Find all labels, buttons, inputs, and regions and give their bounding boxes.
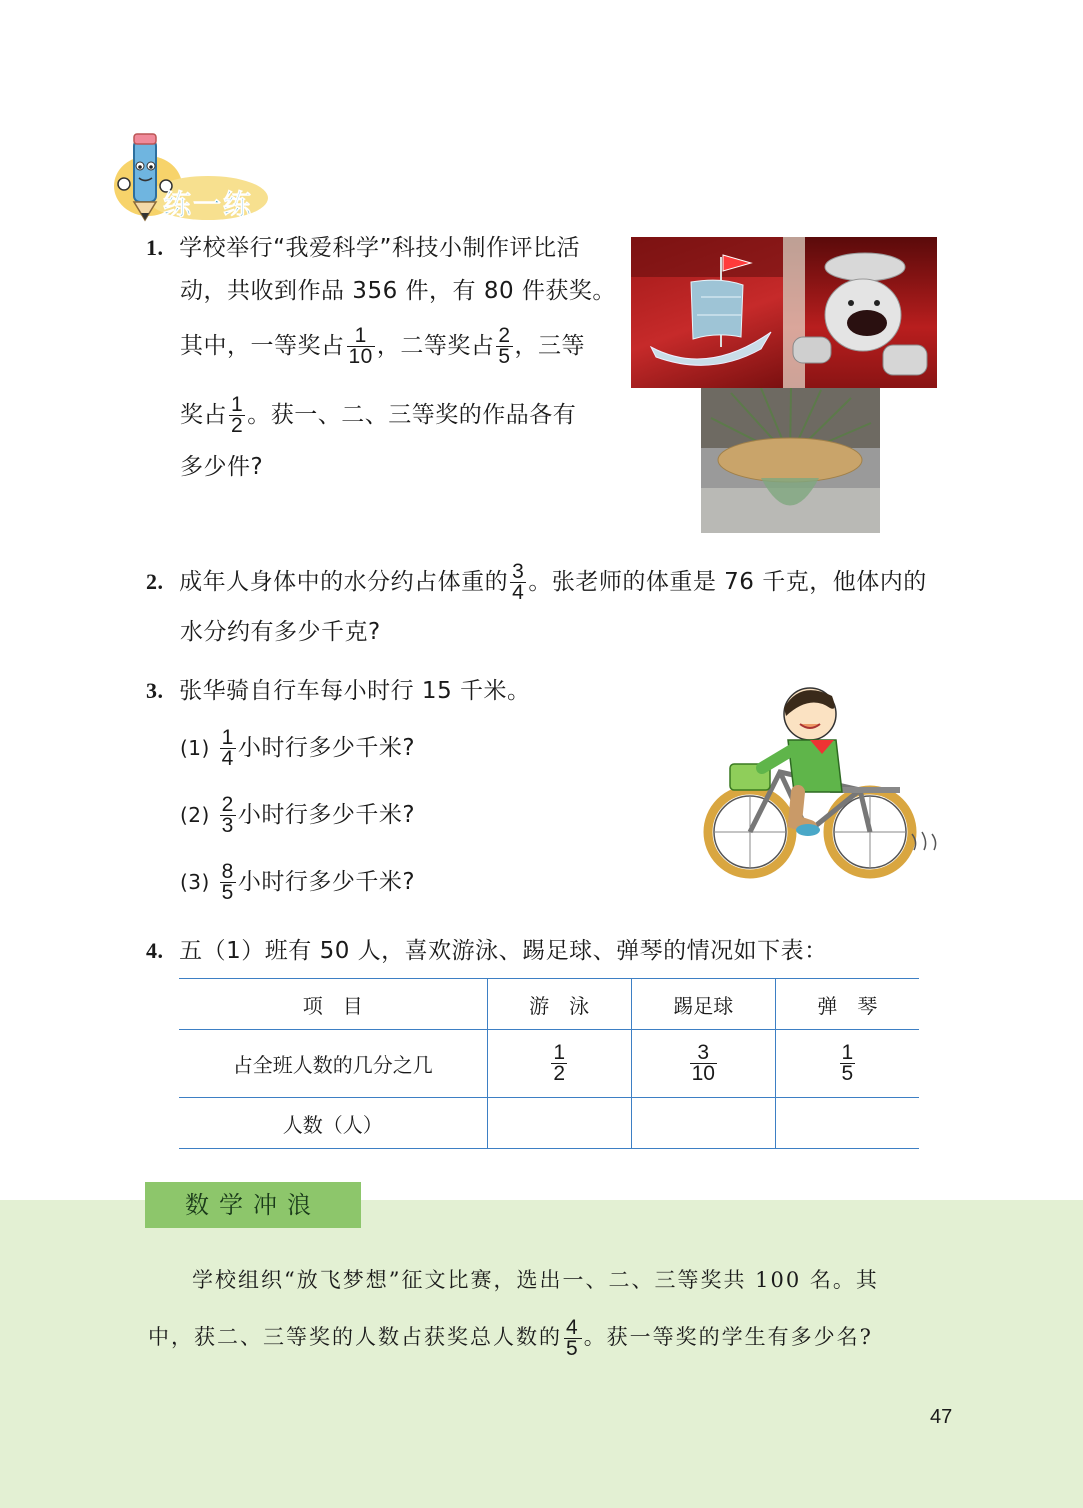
- q1-number: 1.: [146, 235, 164, 260]
- table-cell: [775, 1030, 919, 1098]
- table-cell-empty: [487, 1098, 631, 1149]
- table-row: [179, 1030, 919, 1098]
- ship-model-photo: [631, 237, 783, 388]
- hobby-table: [179, 978, 919, 1149]
- fraction: $\frac{2}{5}$: [498, 324, 511, 368]
- q3-item-1: (1) $\frac{1}{4}$ 小时行多少千米?: [180, 726, 416, 770]
- q1-line2: 动，共收到作品 356 件，有 80 件获奖。: [180, 278, 616, 304]
- fraction: $\frac{8}{5}$: [221, 860, 234, 904]
- table-header-row: [179, 979, 919, 1030]
- plant-model-photo: [701, 388, 880, 533]
- table-header-cell: 弹 琴: [775, 979, 919, 1030]
- math-surf-title: 数学冲浪: [185, 1191, 321, 1219]
- q1-line1: 1. 学校举行“我爱科学”科技小制作评比活: [146, 235, 580, 261]
- fraction: $\frac{1}{4}$: [221, 726, 234, 770]
- section-title: 练一练: [163, 188, 254, 221]
- table-cell-empty: [631, 1098, 775, 1149]
- table-cell-empty: [775, 1098, 919, 1149]
- q2-line2: 水分约有多少千克?: [180, 619, 381, 645]
- q3-item-3: (3) $\frac{8}{5}$ 小时行多少千米?: [180, 860, 416, 904]
- fraction: $\frac{1}{2}$: [553, 1041, 566, 1085]
- q2-line1: 2. 成年人身体中的水分约占体重的 $\frac{3}{4}$ 。张老师的体重是 76 千克，他体内的: [146, 560, 927, 604]
- fraction: $\frac{4}{5}$: [566, 1316, 580, 1360]
- q4-line1: 4. 五（1）班有 50 人，喜欢游泳、踢足球、弹琴的情况如下表：: [146, 938, 828, 964]
- table-row: [179, 1098, 919, 1149]
- table-cell: [631, 1030, 775, 1098]
- q3-line1: 3. 张华骑自行车每小时行 15 千米。: [146, 678, 531, 704]
- boy-on-bicycle-illustration: [700, 672, 945, 882]
- fraction: $\frac{1}{5}$: [841, 1041, 854, 1085]
- table-header-cell: 项 目: [179, 979, 487, 1030]
- fraction: $\frac{1}{10}$: [348, 324, 373, 368]
- fraction: $\frac{3}{4}$: [512, 560, 525, 604]
- q4-number: 4.: [146, 938, 164, 963]
- q2-number: 2.: [146, 569, 164, 594]
- robot-model-photo: [783, 237, 937, 388]
- table-cell: [487, 1030, 631, 1098]
- table-header-cell: 踢足球: [631, 979, 775, 1030]
- surf-line1: 学校组织“放飞梦想”征文比赛，选出一、二、三等奖共 100 名。其: [192, 1268, 879, 1292]
- table-row-label: 占全班人数的几分之几: [179, 1030, 487, 1098]
- q1-line4: 奖占 $\frac{1}{2}$ 。获一、二、三等奖的作品各有: [180, 393, 577, 437]
- q3-item-2: (2) $\frac{2}{3}$ 小时行多少千米?: [180, 793, 416, 837]
- table-row-label: 人数（人）: [179, 1098, 487, 1149]
- q1-line3: 其中，一等奖占 $\frac{1}{10}$ ，二等奖占 $\frac{2}{5}$ ，三等: [180, 324, 586, 368]
- q1-line5: 多少件?: [180, 454, 264, 480]
- table-header-cell: 游 泳: [487, 979, 631, 1030]
- fraction: $\frac{2}{3}$: [221, 793, 234, 837]
- page-number: 47: [930, 1406, 953, 1428]
- surf-line2: 中，获二、三等奖的人数占获奖总人数的 $\frac{4}{5}$ 。获一等奖的学生有多少名?: [148, 1316, 873, 1360]
- section-header: [108, 128, 278, 224]
- q3-number: 3.: [146, 678, 164, 703]
- fraction: $\frac{3}{10}$: [691, 1041, 715, 1085]
- fraction: $\frac{1}{2}$: [231, 393, 244, 437]
